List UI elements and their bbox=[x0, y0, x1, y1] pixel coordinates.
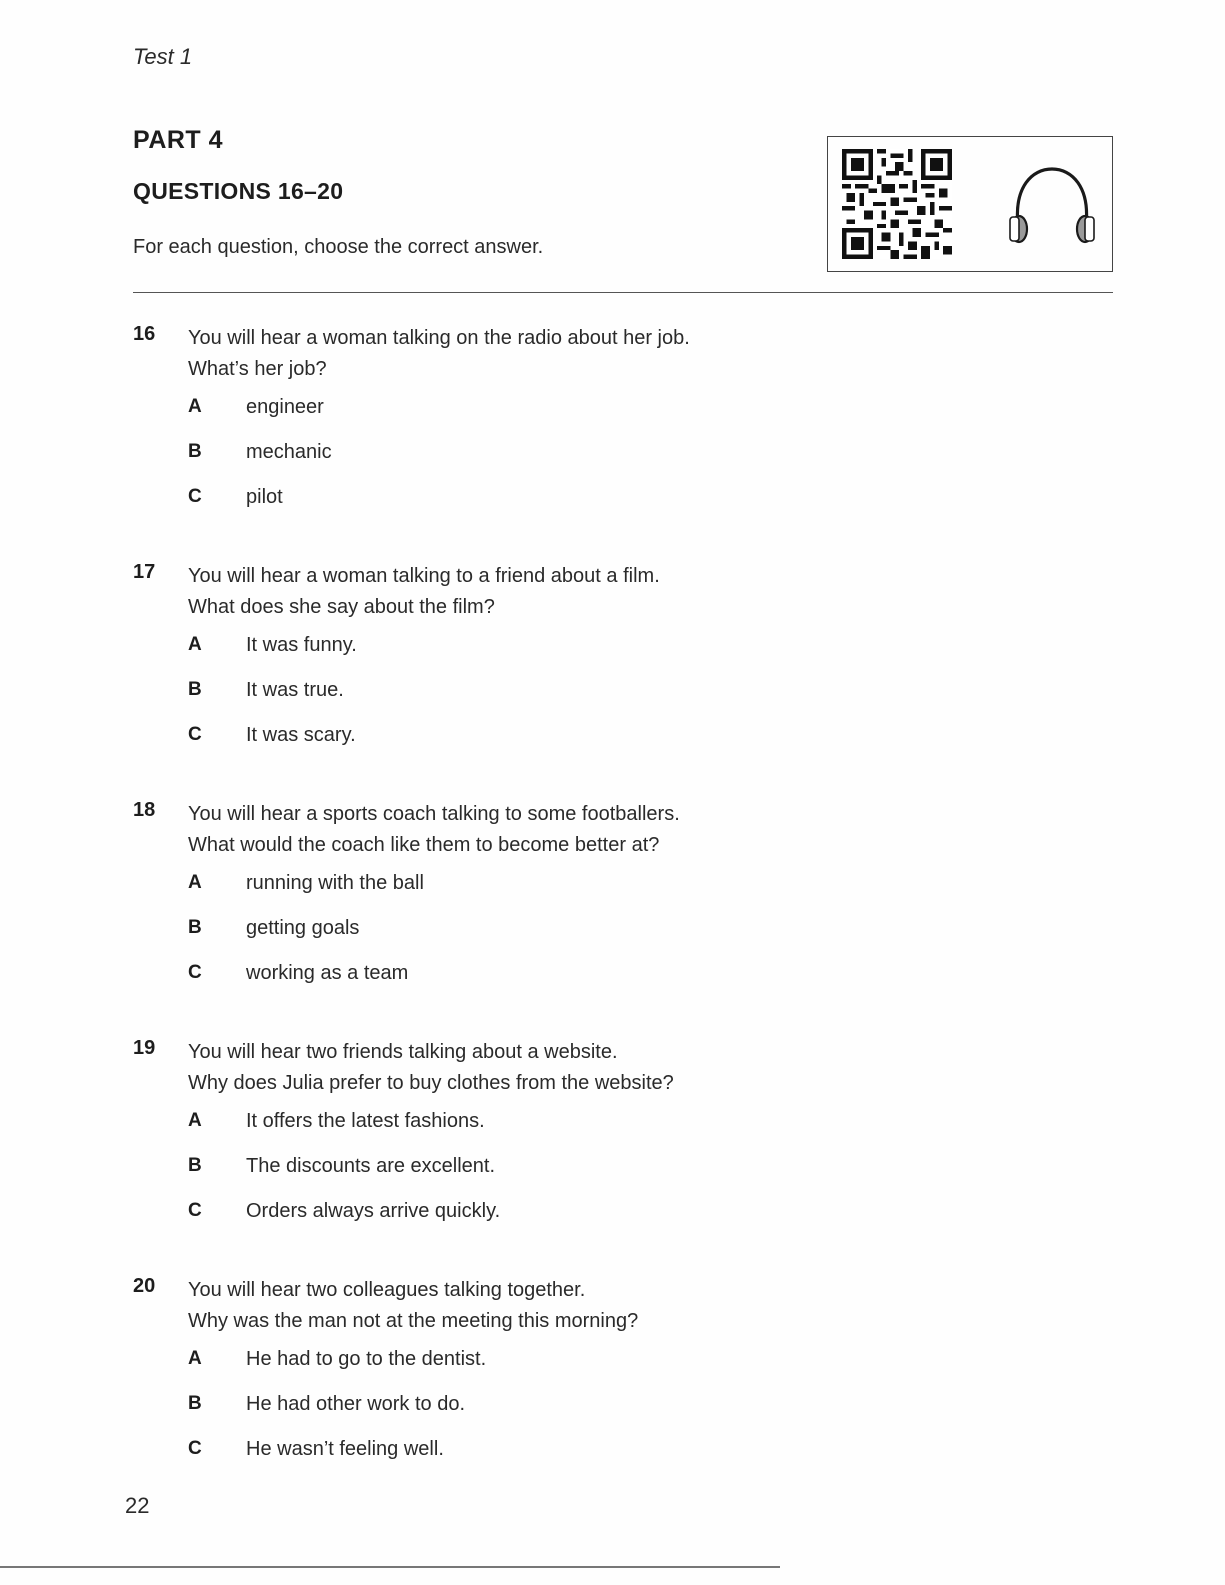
option-text: It offers the latest fashions. bbox=[246, 1110, 485, 1132]
part-title: PART 4 bbox=[133, 126, 224, 154]
option-letter: C bbox=[188, 486, 202, 507]
question-number: 19 bbox=[133, 1037, 156, 1059]
qr-code-icon[interactable] bbox=[842, 149, 952, 259]
option-text: getting goals bbox=[246, 917, 360, 939]
question-stem: Why does Julia prefer to buy clothes from the website? bbox=[188, 1072, 674, 1094]
question-prompt bbox=[188, 799, 680, 861]
question-prompt bbox=[188, 323, 690, 385]
option-text: He had other work to do. bbox=[246, 1393, 466, 1415]
option-text: mechanic bbox=[246, 441, 332, 463]
question-context: You will hear two friends talking about a website. bbox=[188, 1041, 618, 1063]
question-number: 17 bbox=[133, 561, 156, 583]
option-text: running with the ball bbox=[246, 872, 424, 894]
option-text: It was true. bbox=[246, 679, 344, 701]
option-letter: B bbox=[188, 679, 202, 700]
option-letter: C bbox=[188, 962, 202, 983]
option-letter: B bbox=[188, 917, 202, 938]
option-letter: A bbox=[188, 872, 202, 893]
option-letter: B bbox=[188, 441, 202, 462]
question-stem: Why was the man not at the meeting this morning? bbox=[188, 1310, 639, 1332]
audio-link-box bbox=[827, 136, 1113, 272]
headphones-icon[interactable] bbox=[1004, 157, 1100, 253]
question-stem: What’s her job? bbox=[188, 358, 327, 380]
option-letter: B bbox=[188, 1393, 202, 1414]
question-context: You will hear two colleagues talking together. bbox=[188, 1279, 586, 1301]
option-letter: C bbox=[188, 1438, 202, 1459]
question-prompt bbox=[188, 1037, 674, 1099]
option-letter: B bbox=[188, 1155, 202, 1176]
option-letter: C bbox=[188, 1200, 202, 1221]
page-number: 22 bbox=[125, 1493, 150, 1518]
option-letter: A bbox=[188, 396, 202, 417]
question-context: You will hear a woman talking to a friend about a film. bbox=[188, 565, 660, 587]
question-number: 18 bbox=[133, 799, 156, 821]
option-text: He had to go to the dentist. bbox=[246, 1348, 487, 1370]
option-letter: C bbox=[188, 724, 202, 745]
running-head: Test 1 bbox=[133, 44, 193, 69]
option-letter: A bbox=[188, 1110, 202, 1131]
question-number: 20 bbox=[133, 1275, 156, 1297]
scan-edge-line bbox=[0, 1566, 780, 1568]
option-letter: A bbox=[188, 1348, 202, 1369]
option-text: He wasn’t feeling well. bbox=[246, 1438, 444, 1460]
question-prompt bbox=[188, 1275, 638, 1337]
question-context: You will hear a sports coach talking to some footballers. bbox=[188, 803, 680, 825]
option-text: It was funny. bbox=[246, 634, 357, 656]
option-text: working as a team bbox=[246, 962, 409, 984]
questions-range: QUESTIONS 16–20 bbox=[133, 178, 344, 204]
header-divider bbox=[133, 292, 1113, 293]
option-text: It was scary. bbox=[246, 724, 356, 746]
option-text: The discounts are excellent. bbox=[246, 1155, 496, 1177]
question-stem: What would the coach like them to become better at? bbox=[188, 834, 660, 856]
question-context: You will hear a woman talking on the radio about her job. bbox=[188, 327, 690, 349]
instruction-text: For each question, choose the correct answer. bbox=[133, 236, 544, 258]
question-number: 16 bbox=[133, 323, 156, 345]
question-stem: What does she say about the film? bbox=[188, 596, 495, 618]
option-letter: A bbox=[188, 634, 202, 655]
option-text: engineer bbox=[246, 396, 324, 418]
question-prompt bbox=[188, 561, 660, 623]
option-text: Orders always arrive quickly. bbox=[246, 1200, 501, 1222]
option-text: pilot bbox=[246, 486, 283, 508]
